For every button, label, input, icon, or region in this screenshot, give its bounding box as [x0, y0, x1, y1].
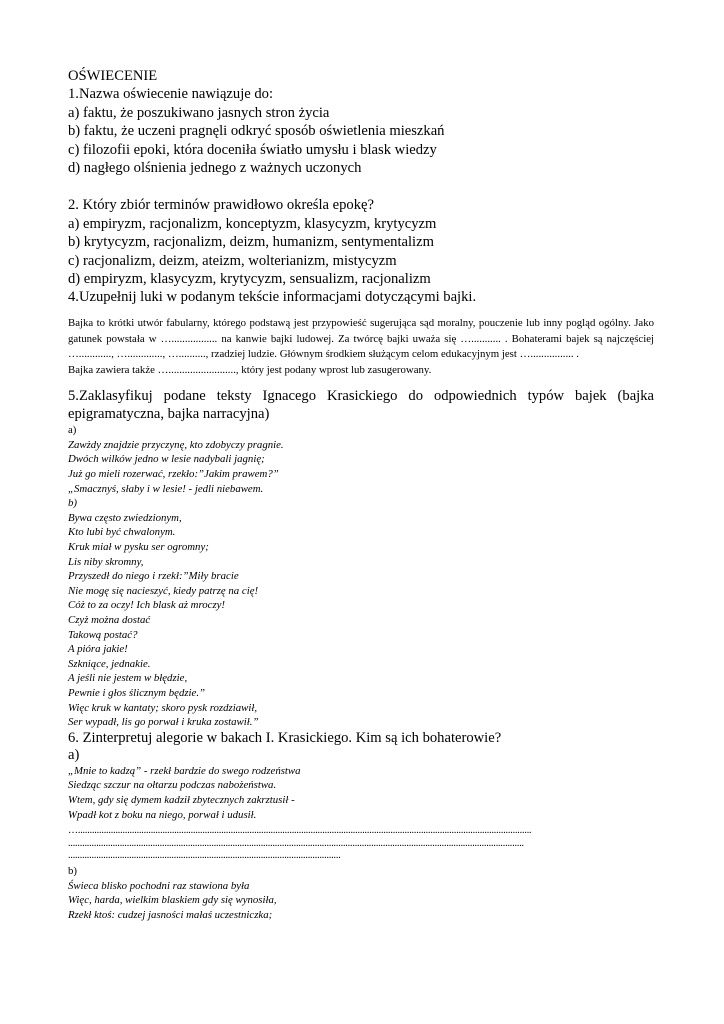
- q6-label-a: a): [68, 746, 80, 763]
- q5-poem-b-line: Ser wypadł, lis go porwał i kruka zostawił.”: [68, 716, 259, 729]
- q5-poem-b-line: A jeśli nie jestem w błędzie,: [68, 672, 188, 685]
- q6-poem-a-line: „Mnie to kadzą” - rzekł bardzie do swego rodzeństwa: [68, 764, 301, 777]
- q6-poem-b-line: Świeca blisko pochodni raz stawiona była: [68, 879, 250, 892]
- q4-fill-in-paragraph: Bajka to krótki utwór fabularny, którego podstawą jest przypowieść sugerująca sąd moralny, pouczenie lub inny pogląd ogólny. Jako gatunek powstała w …................. na kanwie bajki ludowej. Za twórcę bajki uważa się …........... . Bohaterami bajek są najczęściej …............, …............., ….........., rzadziej ludzie. Głównym środkiem służącym celom edukacyjnym jest …................ .: [68, 316, 654, 361]
- q5-poem-a-line: „Smacznyś, słaby i w lesie! - jedli niebawem.: [68, 482, 264, 495]
- question-2: 2. Który zbiór terminów prawidłowo określa epokę?: [68, 197, 374, 214]
- q6-answer-line: ….................................................................................................................................................................................................: [68, 825, 532, 837]
- q2-option-b: b) krytycyzm, racjonalizm, deizm, humanizm, sentymentalizm: [68, 234, 434, 251]
- q5-poem-b-line: Kto lubi być chwalonym.: [68, 526, 176, 539]
- q5-label-b: b): [68, 497, 77, 510]
- q6-answer-line: ....................................................................................................................: [68, 850, 341, 862]
- q5-poem-b-line: Cóż to za oczy! Ich blask aż mroczy!: [68, 599, 226, 612]
- q5-poem-b-line: Takową postać?: [68, 628, 138, 641]
- q5-poem-b-line: Pewnie i głos ślicznym będzie.”: [68, 686, 206, 699]
- q2-option-a: a) empiryzm, racjonalizm, konceptyzm, klasycyzm, krytycyzm: [68, 215, 437, 232]
- q5-poem-b-line: Więc kruk w kantaty; skoro pysk rozdziawił,: [68, 701, 258, 714]
- q5-poem-b-line: Przyszedł do niego i rzekł:”Miły bracie: [68, 570, 239, 583]
- worksheet-page: [68, 67, 654, 923]
- q5-poem-a-line: Już go mieli rozerwać, rzekło:”Jakim prawem?”: [68, 468, 279, 481]
- q6-poem-b-line: Rzekł ktoś: cudzej jasności małaś uczestniczka;: [68, 909, 273, 922]
- q5-poem-b-line: Szkniące, jednakie.: [68, 657, 151, 670]
- page-title: OŚWIECENIE: [68, 68, 158, 84]
- q5-poem-a-line: Zawżdy znajdzie przyczynę, kto zdobyczy pragnie.: [68, 438, 284, 451]
- q4-fill-in-last-line: Bajka zawiera także …........................., który jest podany wprost lub zasugerowany.: [68, 364, 432, 377]
- question-4: 4.Uzupełnij luki w podanym tekście informacjami dotyczącymi bajki.: [68, 289, 477, 306]
- question-6: 6. Zinterpretuj alegorie w bakach I. Krasickiego. Kim są ich bohaterowie?: [68, 729, 502, 746]
- q1-option-a: a) faktu, że poszukiwano jasnych stron życia: [68, 104, 330, 121]
- q5-poem-b-line: A pióra jakie!: [68, 643, 128, 656]
- q6-label-b: b): [68, 864, 77, 877]
- q6-poem-a-line: Wtem, gdy się dymem kadził zbytecznych zakrztusił -: [68, 793, 295, 806]
- q6-answer-line: ..................................................................................................................................................................................................: [68, 837, 524, 849]
- q6-poem-a-line: Siedząc szczur na ołtarzu podczas nabożeństwa.: [68, 779, 277, 792]
- question-1: 1.Nazwa oświecenie nawiązuje do:: [68, 86, 274, 103]
- q6-poem-a-line: Wpadł kot z boku na niego, porwał i udusił.: [68, 808, 257, 821]
- question-5: 5.Zaklasyfikuj podane teksty Ignacego Krasickiego do odpowiednich typów bajek (bajka epigramatyczna, bajka narracyjna): [68, 388, 654, 422]
- q2-option-c: c) racjonalizm, deizm, ateizm, wolterianizm, mistycyzm: [68, 252, 397, 269]
- q5-poem-b-line: Nie mogę się nacieszyć, kiedy patrzę na cię!: [68, 584, 259, 597]
- q5-poem-b-line: Bywa często zwiedzionym,: [68, 511, 182, 524]
- q6-poem-b-line: Więc, harda, wielkim blaskiem gdy się wynosiła,: [68, 894, 277, 907]
- q1-option-c: c) filozofii epoki, która doceniła światło umysłu i blask wiedzy: [68, 141, 437, 158]
- q5-poem-a-line: Dwóch wilków jedno w lesie nadybali jagnię;: [68, 453, 265, 466]
- q5-poem-b-line: Czyż można dostać: [68, 613, 151, 626]
- q5-poem-b-line: Lis niby skromny,: [68, 555, 144, 568]
- q1-option-b: b) faktu, że uczeni pragnęli odkryć sposób oświetlenia mieszkań: [68, 123, 445, 140]
- q5-label-a: a): [68, 424, 77, 437]
- q2-option-d: d) empiryzm, klasycyzm, krytycyzm, sensualizm, racjonalizm: [68, 271, 431, 288]
- q1-option-d: d) nagłego olśnienia jednego z ważnych uczonych: [68, 160, 362, 177]
- q5-poem-b-line: Kruk miał w pysku ser ogromny;: [68, 541, 209, 553]
